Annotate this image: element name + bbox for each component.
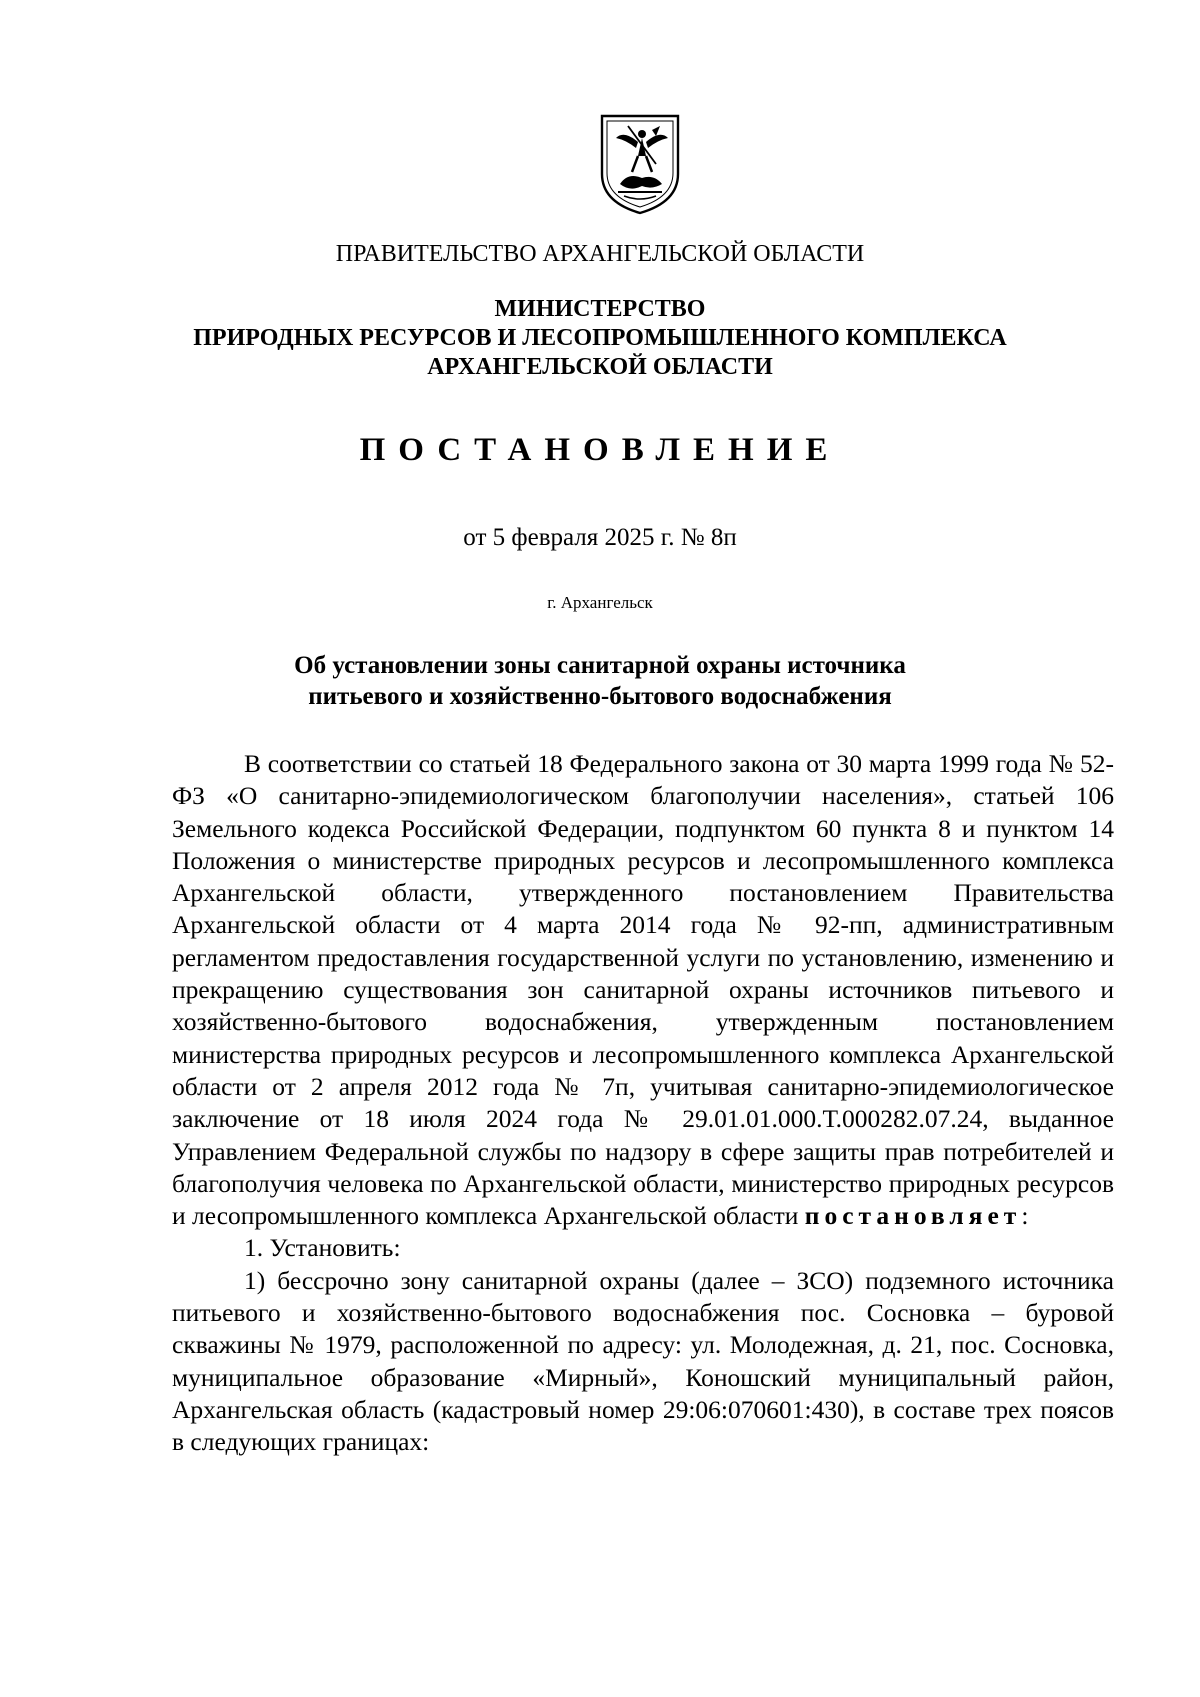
document-body	[172, 748, 1114, 1459]
item-1-paragraph: 1. Установить:	[244, 1233, 401, 1263]
ministry-name	[0, 295, 1200, 382]
ministry-line-1: МИНИСТЕРСТВО	[494, 296, 706, 322]
subject-line-2: питьевого и хозяйственно-бытового водоснабжения	[308, 683, 892, 710]
resolves-word: постановляет	[804, 1201, 1022, 1231]
resolves-colon: :	[1021, 1201, 1029, 1231]
ministry-line-3: АРХАНГЕЛЬСКОЙ ОБЛАСТИ	[427, 354, 773, 380]
document-type-title: ПОСТАНОВЛЕНИЕ	[359, 432, 841, 468]
subject-line-1: Об установлении зоны санитарной охраны источника	[294, 652, 906, 679]
ministry-line-2: ПРИРОДНЫХ РЕСУРСОВ И ЛЕСОПРОМЫШЛЕННОГО КОМПЛЕКСА	[193, 325, 1007, 351]
coat-of-arms-icon	[598, 112, 682, 216]
document-city: г. Архангельск	[547, 593, 653, 612]
preamble-paragraph	[172, 748, 1114, 1232]
document-date-number: от 5 февраля 2025 г. № 8п	[463, 524, 737, 551]
preamble-text: В соответствии со статьей 18 Федерального закона от 30 марта 1999 года № 52-ФЗ «О санитарно-эпидемиологическом благополучии населения», статьей 106 Земельного кодекса Российской Федерации, подпунктом 60 пункта 8 и пунктом 14 Положения о министерстве природных ресурсов и лесопромышленного комплекса Архангельской области, утвержденного постановлением Правительства Архангельской области от 4 марта 2014 года № 92-пп, административным регламентом предоставления государственной услуги по установлению, изменению и прекращению существования зон санитарной охраны источников питьевого и хозяйственно-бытового водоснабжения, утвержденным постановлением министерства природных ресурсов и лесопромышленного комплекса Архангельской области от 2 апреля 2012 года № 7п, учитывая санитарно-эпидемиологическое заключение от 18 июля 2024 года № 29.01.01.000.Т.000282.07.24, выданное Управлением Федеральной службы по надзору в сфере защиты прав потребителей и благополучия человека по Архангельской области, министерство природных ресурсов и лесопромышленного комплекса Архангельской области	[172, 749, 1114, 1231]
item-1-1-paragraph: 1) бессрочно зону санитарной охраны (далее – ЗСО) подземного источника питьевого и хозяйственно-бытового водоснабжения пос. Сосновка – буровой скважины № 1979, расположенной по адресу: ул. Молодежная, д. 21, пос. Сосновка, муниципальное образование «Мирный», Коношский муниципальный район, Архангельская область (кадастровый номер 29:06:070601:430), в составе трех поясов в следующих границах:	[172, 1265, 1114, 1457]
document-subject	[0, 650, 1200, 712]
government-name: ПРАВИТЕЛЬСТВО АРХАНГЕЛЬСКОЙ ОБЛАСТИ	[335, 241, 865, 267]
